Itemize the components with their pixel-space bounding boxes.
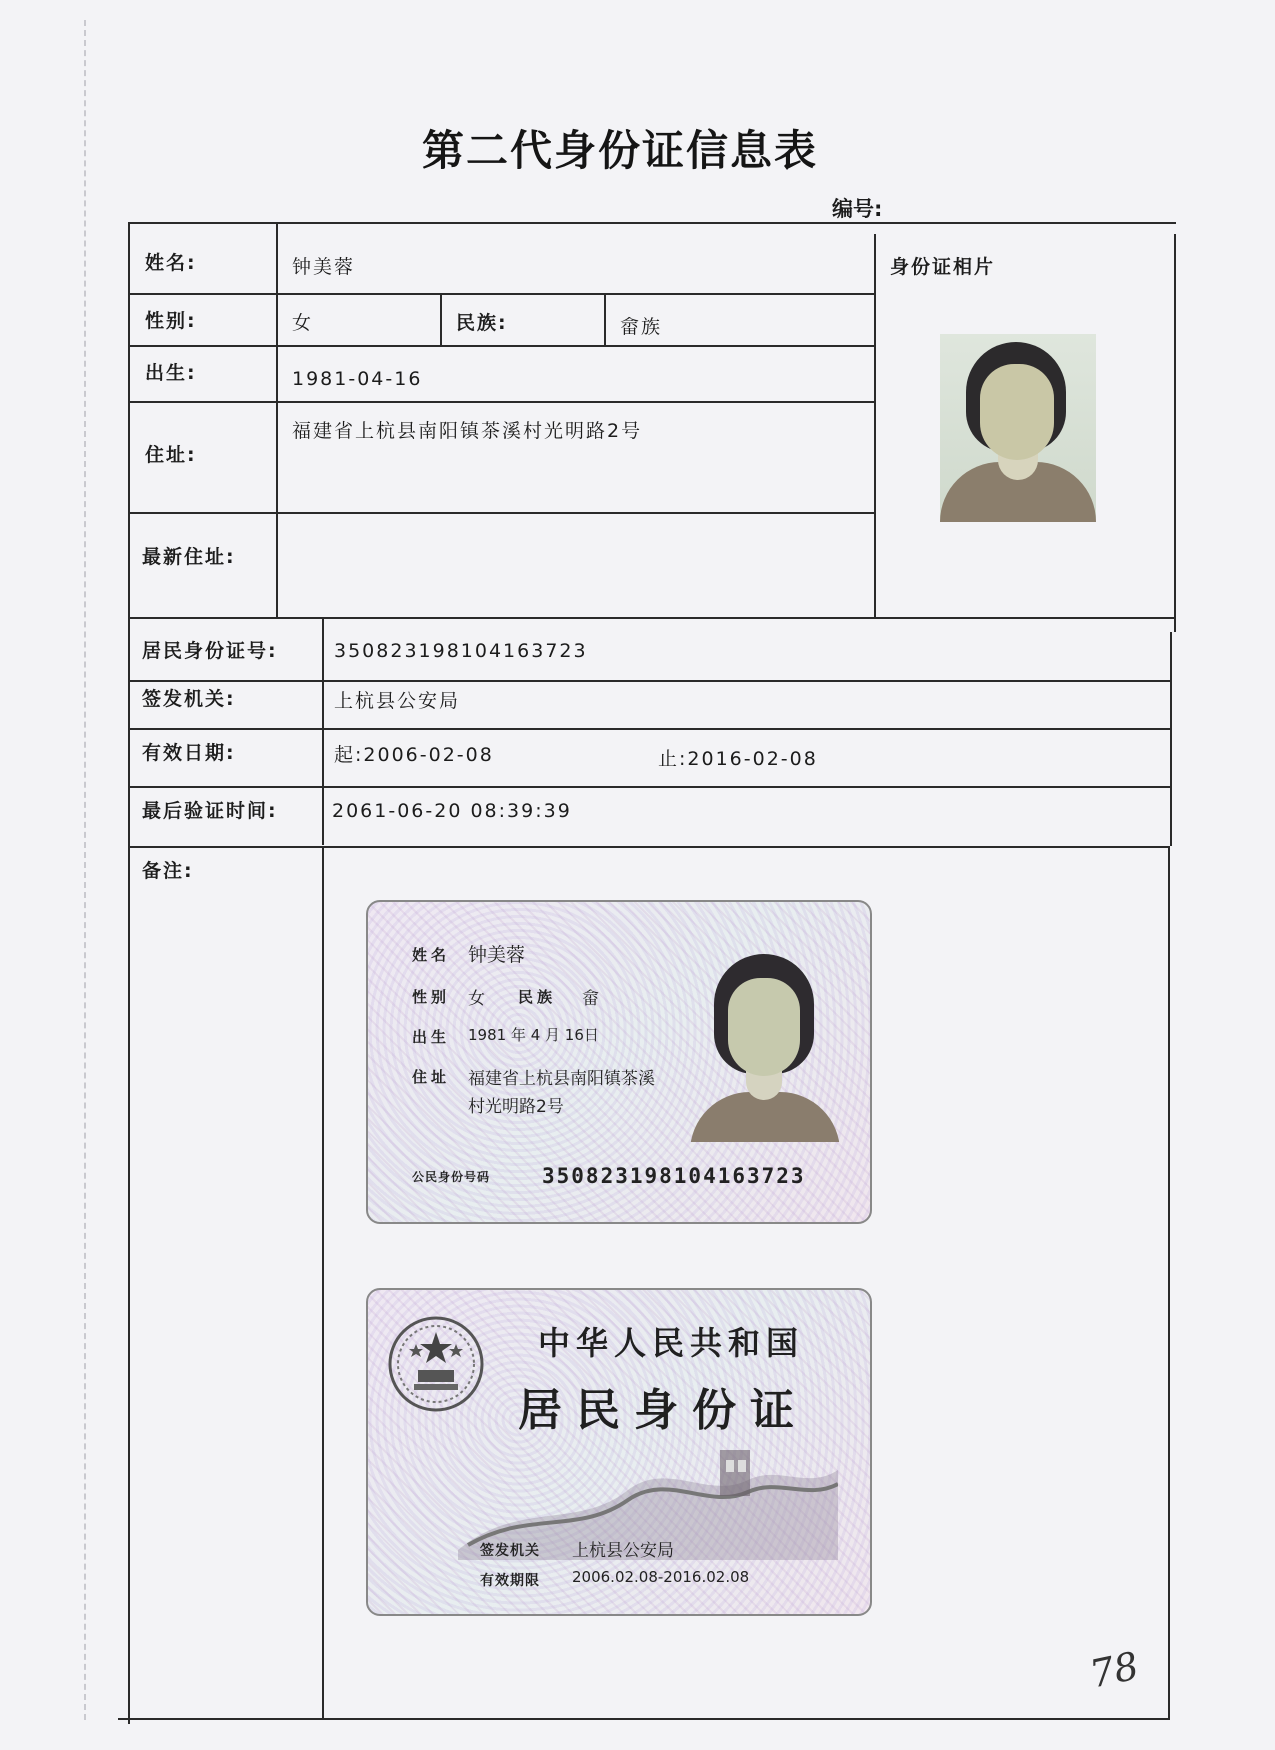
card-validity-label: 有效期限 [480,1573,540,1589]
card-birth-value: 1981 年 4 月 16日 [468,1026,599,1044]
name-value: 钟美蓉 [292,256,356,278]
last-verify-label: 最后验证时间: [142,800,278,822]
photo-label: 身份证相片 [890,256,996,278]
address-value: 福建省上杭县南阳镇茶溪村光明路2号 [292,420,643,442]
validity-end: 止:2016-02-08 [658,748,818,770]
card-name-value: 钟美蓉 [468,944,526,966]
card-id-label: 公民身份号码 [412,1170,491,1184]
id-number-label: 居民身份证号: [142,640,278,662]
card-address-label: 住址 [412,1068,451,1086]
birth-label: 出生: [145,362,197,384]
authority-value: 上杭县公安局 [334,690,461,712]
portrait-photo [940,334,1096,522]
card-address-line2: 村光明路2号 [468,1097,564,1117]
card-ethnicity-value: 畲 [582,989,599,1009]
handwritten-page-number: 78 [1085,1643,1143,1697]
gender-value: 女 [292,312,314,334]
id-card-back [366,1288,872,1616]
perforation-line [84,20,86,1720]
card-ethnicity-label: 民族 [518,988,557,1006]
card-authority-value: 上杭县公安局 [572,1541,674,1561]
card-gender-label: 性别 [412,988,451,1006]
ethnicity-label: 民族: [456,312,508,334]
remarks-label: 备注: [142,860,194,882]
authority-label: 签发机关: [142,688,236,710]
card-validity-value: 2006.02.08-2016.02.08 [572,1568,750,1586]
card-authority-label: 签发机关 [480,1543,540,1559]
validity-label: 有效日期: [142,742,236,764]
card-address-line1: 福建省上杭县南阳镇茶溪 [468,1069,655,1089]
id-card-front [366,900,872,1224]
national-emblem-icon [386,1314,486,1414]
page-title: 第二代身份证信息表 [421,126,818,175]
validity-start: 起:2006-02-08 [334,744,494,766]
address-label: 住址: [145,444,197,466]
birth-value: 1981-04-16 [292,368,423,390]
serial-number-label: 编号: [832,197,883,221]
last-verify-value: 2061-06-20 08:39:39 [332,800,572,822]
name-label: 姓名: [145,252,197,274]
card-id-value: 350823198104163723 [542,1164,806,1188]
card-type-title: 居民身份证 [518,1385,808,1436]
card-birth-label: 出生 [412,1028,451,1046]
ethnicity-value: 畲族 [620,316,663,338]
gender-label: 性别: [145,310,197,332]
card-portrait-photo [684,952,844,1142]
card-country-title: 中华人民共和国 [538,1324,805,1362]
latest-address-label: 最新住址: [142,546,236,568]
card-gender-value: 女 [468,989,485,1009]
card-name-label: 姓名 [412,946,451,964]
id-number-value: 350823198104163723 [334,640,588,662]
